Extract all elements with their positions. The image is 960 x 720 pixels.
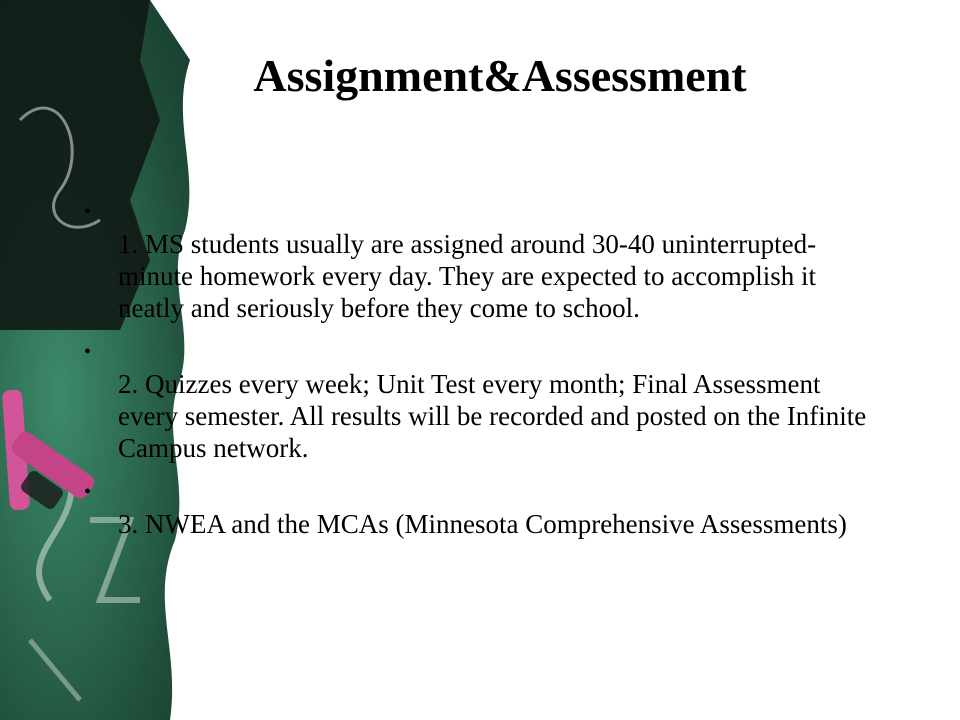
list-item	[84, 476, 884, 540]
list-item	[84, 336, 884, 464]
bullet-text: 2. Quizzes every week; Unit Test every month; Final Assessment every semester. All results will be recorded and posted on the Infinite Campus network.	[118, 369, 867, 463]
chalk-stick-icon	[2, 389, 97, 511]
bullet-icon: •	[84, 341, 92, 363]
list-item	[84, 196, 884, 324]
slide-title: Assignment&Assessment	[253, 50, 747, 101]
bullet-text: 3. NWEA and the MCAs (Minnesota Comprehensive Assessments)	[118, 509, 847, 539]
bullet-list	[84, 196, 884, 540]
bullet-text: 1. MS students usually are assigned around 30-40 uninterrupted-minute homework every day. They are expected to accomplish it neatly and seriously before they come to school.	[118, 229, 817, 323]
bullet-icon: •	[84, 481, 92, 503]
bullet-icon: •	[84, 201, 92, 223]
